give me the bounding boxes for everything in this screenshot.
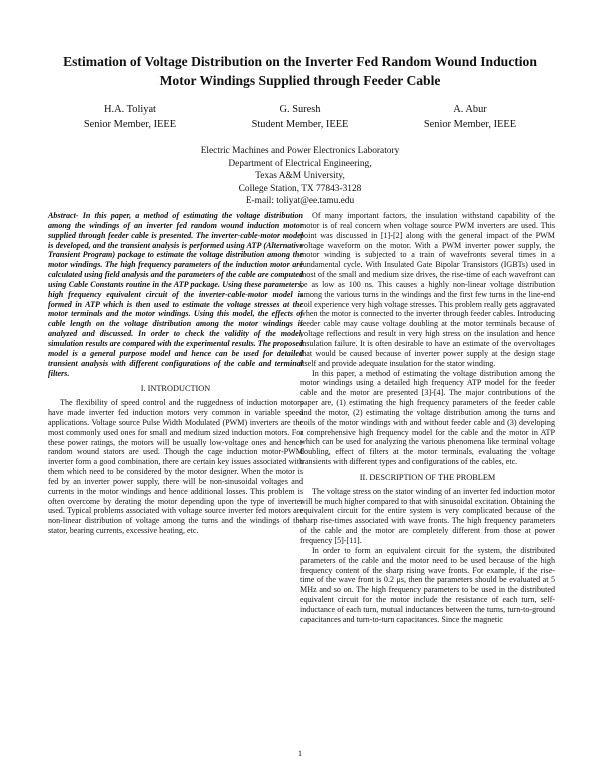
title-line-1: Estimation of Voltage Distribution on the Inverter Fed Random Wound Induction xyxy=(63,54,537,69)
affiliation-university: Texas A&M University, xyxy=(255,171,345,182)
intro-paragraph-1: The flexibility of speed control and the ruggedness of induction motors have made inverter fed induction motors very common in variable speed applications. Voltage source Pulse Width Modulated (PWM) inverters are the most commonly used ones for small and medium sized induction motors. For these power ratings, the motors will be usually low-voltage ones and hence random wound stators are used. Though the cage induction motor-PWM inverter form a good combination, there are certain key issues associated with them which need to be considered by the motor designer. When the motor is fed by an inverter power supply, there will be non-sinusoidal voltages and currents in the motor windings and hence additional losses. This problem is often overcome by derating the motor depending upon the type of inverter used. Typical problems associated with voltage source inverter fed motors are non-linear distribution of voltage among the turns and the windings of the stator, bearing currents, excessive heating, etc. xyxy=(48,398,303,536)
intro-paragraph-2: Of many important factors, the insulation withstand capability of the motor is of real concern when voltage source PWM inverters are used. This point was discussed in [1]-[2] along with the general impact of the PWM voltage waveform on the motor. With a PWM inverter power supply, the motor winding is subjected to a train of wavefronts several times in a fundamental cycle. With Insulated Gate Bipolar Transistors (IGBTs) used in most of the small and medium size drives, the rise-time of each wavefront can be as low as 100 ns. This causes a highly non-linear voltage distribution among the various turns in the windings and the first few turns in the line-end coil experience very high voltage stresses. This problem really gets aggravated when the motor is connected to the inverter through feeder cables. Introducing feeder cable may cause voltage doubling at the motor terminals because of voltage reflections and result in very high stress on the insulation and hence insulation failure. It is often desirable to have an estimate of the overvoltages that would be caused because of inverter power supply at the design stage itself and provide adequate insulation for the stator winding. xyxy=(300,211,555,368)
left-column xyxy=(48,211,303,536)
abstract: Abstract- In this paper, a method of estimating the voltage distribution among the windings of an inverter fed random wound induction motor supplied through feeder cable is presented. The inverter-cable-motor model is developed, and the transient analysis is performed using ATP (Alternative Transient Program) package to estimate the voltage distribution among the motor windings. The high frequency parameters of the induction motor are calculated using field analysis and the parameters of the cable are computed using Cable Constants routine in the ATP package. Using these parameters, high frequency equivalent circuit of the inverter-cable-motor model is formed in ATP which is then used to estimate the voltage stresses at the motor terminals and the motor windings. Using this model, the effects of cable length on the voltage distribution among the motor windings is analyzed and discussed. In order to check the validity of the model, simulation results are compared with the experimental results. The proposed model is a general purpose model and hence can be used for detailed transient analysis with different configurations of the cable and terminal filters. xyxy=(48,211,303,378)
author-3 xyxy=(380,102,560,132)
author-block xyxy=(40,102,560,134)
problem-paragraph-2: In order to form an equivalent circuit for the system, the distributed parameters of the cable and the motor need to be used because of the high frequency content of the sharp rising wave fronts. For example, if the rise-time of the wave front is 0.2 μs, then the parameters should be evaluated at 5 MHz and so on. The high frequency parameters to be used in the distributed equivalent circuit for the motor include the resistance of each turn, self-inductance of each turn, mutual inductances between the turns, turn-to-ground capacitances and turn-to-turn capacitances. Since the magnetic xyxy=(300,545,555,624)
author-1 xyxy=(40,102,220,132)
section-1-heading: I. INTRODUCTION xyxy=(140,384,211,394)
affiliation-dept: Department of Electrical Engineering, xyxy=(228,158,372,169)
affiliation-city: College Station, TX 77843-3128 xyxy=(238,183,362,194)
right-column xyxy=(300,211,555,625)
author-2-name: G. Suresh xyxy=(279,104,321,115)
title-line-2: Motor Windings Supplied through Feeder Cable xyxy=(159,73,441,88)
intro-paragraph-3: In this paper, a method of estimating the voltage distribution among the motor windings using a detailed high frequency ATP model for the feeder cable and the motor are presented [3]-[4]. The major contributions of the paper are, (1) estimating the high frequency parameters of the feeder cable and the motor, (2) estimating the voltage distribution among the turns and coils of the motor windings with and without feeder cable and (3) developing a comprehensive high frequency model for the cable and the motor in ATP which can be used for analyzing the various phenomena like terminal voltage doubling, effect of filters at the motor terminals, evaluating the voltage transients with different types and configurations of the cables, etc. xyxy=(300,368,555,467)
author-3-role: Senior Member, IEEE xyxy=(423,119,517,130)
author-1-name: H.A. Toliyat xyxy=(104,104,156,115)
problem-paragraph-1: The voltage stress on the stator winding of an inverter fed induction motor will be much higher compared to that with sinusoidal excitation. Obtaining the equivalent circuit for the entire system is very complicated because of the sharp rise-times associated with wave fronts. The high frequency parameters of the cable and the motor are completely different from those at power frequency [5]-[11]. xyxy=(300,486,555,545)
author-3-name: A. Abur xyxy=(453,104,487,115)
author-2-role: Student Member, IEEE xyxy=(251,119,349,130)
author-1-role: Senior Member, IEEE xyxy=(83,119,177,130)
page-number: 1 xyxy=(297,748,303,758)
paper-title xyxy=(40,52,560,90)
affiliation xyxy=(150,145,450,208)
author-2 xyxy=(210,102,390,132)
affiliation-email: E-mail: toliyat@ee.tamu.edu xyxy=(245,196,355,207)
affiliation-lab: Electric Machines and Power Electronics Laboratory xyxy=(200,146,400,156)
section-2-heading: II. DESCRIPTION OF THE PROBLEM xyxy=(359,472,496,482)
